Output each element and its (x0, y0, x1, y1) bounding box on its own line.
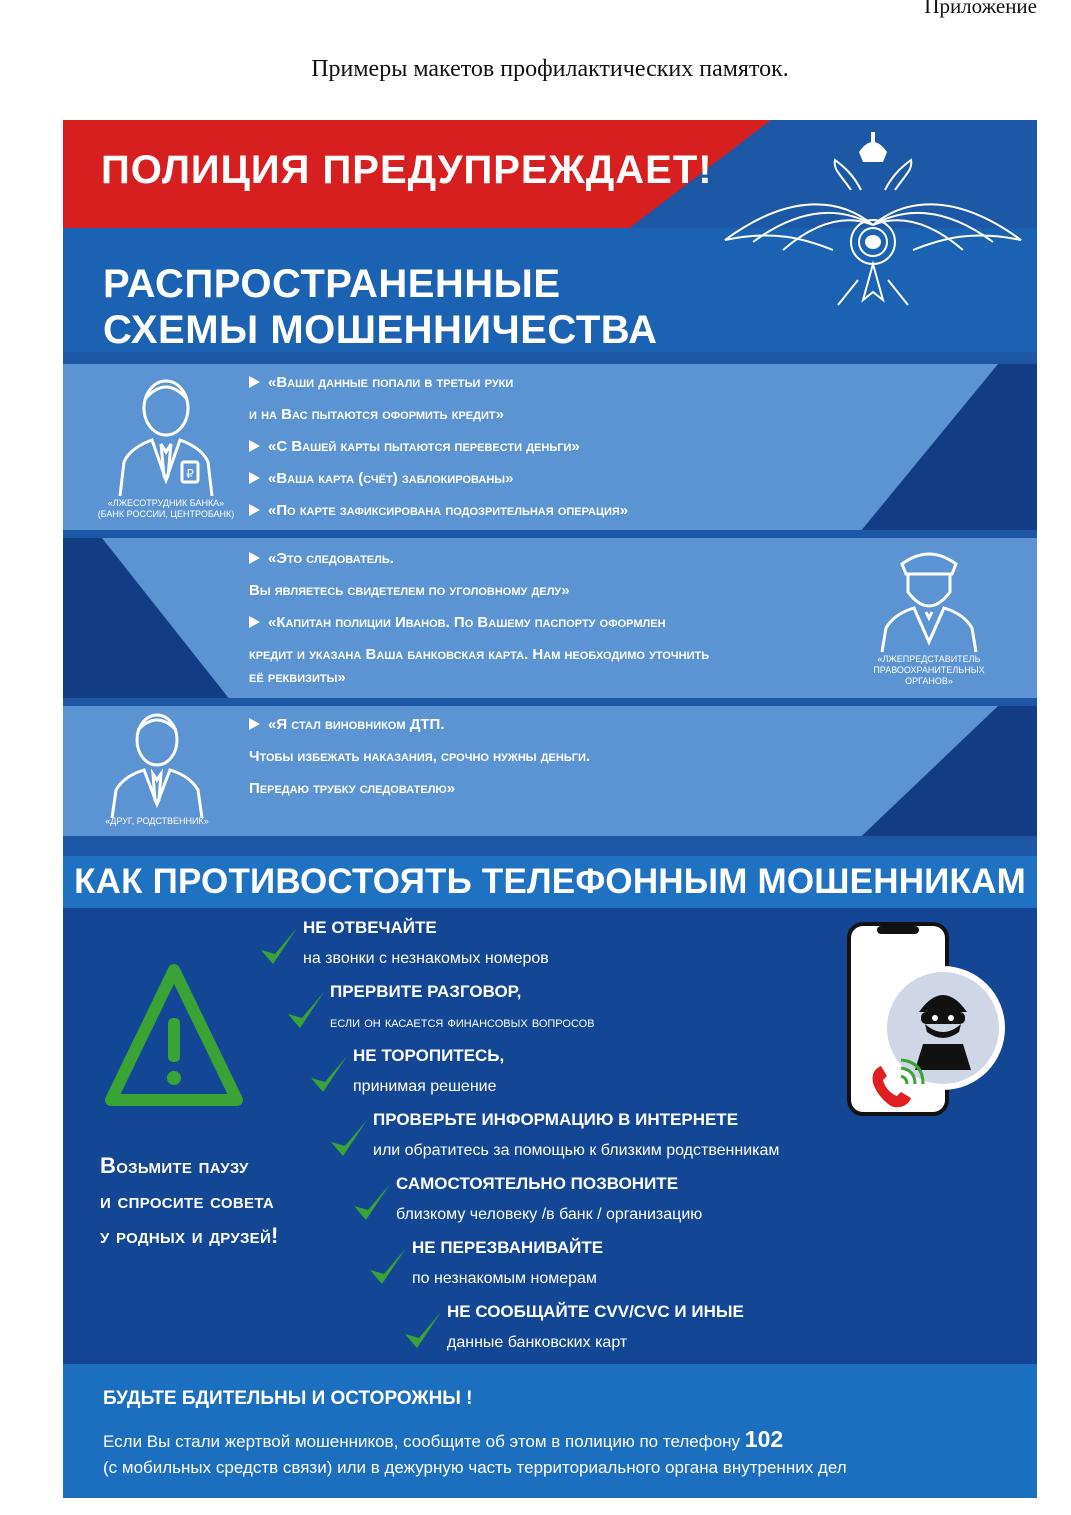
check-icon (257, 924, 301, 970)
check-icon (327, 1116, 371, 1162)
warning-triangle-icon (103, 960, 245, 1110)
scheme-line: и на Вас пытаются оформить кредит» (249, 405, 504, 423)
tip-text: близкому человеку /в банк / организацию (396, 1206, 703, 1223)
tip-text: по незнакомым номерам (412, 1270, 597, 1287)
scheme-line: «Капитан полиции Иванов. По Вашему паспорту оформлен (268, 613, 666, 631)
police-eagle-emblem-icon (723, 130, 1023, 330)
scheme-relative-lines (249, 708, 590, 804)
bullet-icon (249, 718, 260, 730)
pause-line: Возьмите паузу (100, 1153, 249, 1178)
tip-item (330, 982, 595, 1031)
bullet-icon (249, 504, 260, 516)
scheme-relative (63, 706, 1037, 836)
police-officer-icon (874, 542, 984, 654)
footer-phone: 102 (744, 1426, 784, 1452)
police-officer-caption: «ЛЖЕПРЕДСТАВИТЕЛЬ ПРАВООХРАНИТЕЛЬНЫХ ОРГАНОВ» (873, 654, 985, 686)
pause-line: и спросите совета (100, 1188, 274, 1213)
banner-title: ПОЛИЦИЯ ПРЕДУПРЕЖДАЕТ! (101, 148, 713, 192)
pause-advice (100, 1148, 279, 1253)
scheme-line: её реквизиты» (249, 668, 346, 686)
scheme-line: Чтобы избежать наказания, срочно нужны деньги. (249, 747, 591, 765)
scheme-line: «С Вашей карты пытаются перевести деньги» (268, 437, 580, 455)
bank-employee-icon (106, 370, 226, 498)
tip-text: данные банковских карт (447, 1334, 628, 1351)
tip-text: если он касается финансовых вопросов (330, 1014, 595, 1031)
bank-employee-figure (96, 370, 236, 520)
bank-employee-caption: «ЛЖЕСОТРУДНИК БАНКА» (БАНК РОССИИ, ЦЕНТРОБАНК) (97, 498, 235, 519)
bullet-icon (249, 552, 260, 564)
tip-item (412, 1238, 603, 1288)
scheme-line: «Ваши данные попали в третьи руки (268, 373, 514, 391)
footer-title: БУДЬТЕ БДИТЕЛЬНЫ И ОСТОРОЖНЫ ! (103, 1388, 473, 1409)
tip-item (303, 918, 549, 968)
tip-item (373, 1110, 779, 1160)
tip-text: или обратитесь за помощью к близким родственникам (373, 1142, 780, 1159)
tip-text: принимая решение (353, 1078, 497, 1095)
heading-line-2: СХЕМЫ МОШЕННИЧЕСТВА (103, 308, 658, 352)
tips-section (63, 908, 1037, 1364)
tip-title: ПРОВЕРЬТЕ ИНФОРМАЦИЮ В ИНТЕРНЕТЕ (373, 1110, 739, 1129)
svg-text:₽: ₽ (186, 467, 194, 481)
scheme-line: «По карте зафиксирована подозрительная операция» (268, 501, 629, 519)
phone-scammer-icon (845, 908, 1011, 1124)
relative-icon (102, 708, 212, 820)
footer-text (103, 1426, 847, 1481)
bullet-icon (249, 472, 260, 484)
scheme-police-lines (249, 542, 709, 684)
scheme-police (63, 538, 1037, 698)
police-officer-figure (859, 542, 999, 687)
howto-bar (63, 856, 1037, 908)
tip-title: САМОСТОЯТЕЛЬНО ПОЗВОНИТЕ (396, 1174, 679, 1193)
scheme-line: Передаю трубку следователю» (249, 779, 456, 797)
tip-title: НЕ ОТВЕЧАЙТЕ (303, 918, 437, 937)
tip-title: ПРЕРВИТЕ РАЗГОВОР, (330, 982, 522, 1001)
tip-title: НЕ ТОРОПИТЕСЬ, (353, 1046, 505, 1065)
scheme-bank (63, 364, 1037, 530)
tip-item (396, 1174, 702, 1224)
footer-line-2: (с мобильных средств связи) или в дежурную часть территориального органа внутренних дел (103, 1458, 847, 1477)
check-icon (284, 988, 328, 1034)
relative-figure (87, 708, 227, 827)
check-icon (307, 1052, 351, 1098)
bullet-icon (249, 616, 260, 628)
tip-title: НЕ ПЕРЕЗВАНИВАЙТЕ (412, 1238, 604, 1257)
tip-item (447, 1302, 744, 1352)
check-icon (401, 1308, 445, 1354)
bullet-icon (249, 376, 260, 388)
scheme-line: «Это следователь. (268, 549, 394, 567)
tip-item (353, 1046, 504, 1096)
poster (63, 120, 1037, 1498)
check-icon (350, 1180, 394, 1226)
pause-line: у родных и друзей! (100, 1223, 279, 1248)
footer-line-1: Если Вы стали жертвой мошенников, сообщите об этом в полицию по телефону (103, 1432, 741, 1451)
howto-title: КАК ПРОТИВОСТОЯТЬ ТЕЛЕФОННЫМ МОШЕННИКАМ (74, 862, 1026, 901)
scheme-line: кредит и указана Ваша банковская карта. Нам необходимо уточнить (249, 645, 710, 663)
relative-caption: «ДРУГ, РОДСТВЕННИК» (105, 816, 209, 826)
check-icon (366, 1244, 410, 1290)
footer (63, 1364, 1037, 1498)
scheme-line: Вы являетесь свидетелем по уголовному делу» (249, 581, 570, 599)
bullet-icon (249, 440, 260, 452)
heading-line-1: РАСПРОСТРАНЕННЫЕ (103, 262, 561, 306)
doc-label: Приложение (924, 0, 1037, 18)
tip-title: НЕ СООБЩАЙТЕ CVV/CVC И ИНЫЕ (447, 1302, 744, 1321)
scheme-bank-lines (249, 366, 628, 526)
scheme-line: «Я стал виновником ДТП. (268, 715, 445, 733)
doc-caption: Примеры макетов профилактических памяток. (311, 56, 789, 82)
scheme-line: «Ваша карта (счёт) заблокированы» (268, 469, 514, 487)
tip-text: на звонки с незнакомых номеров (303, 950, 549, 967)
